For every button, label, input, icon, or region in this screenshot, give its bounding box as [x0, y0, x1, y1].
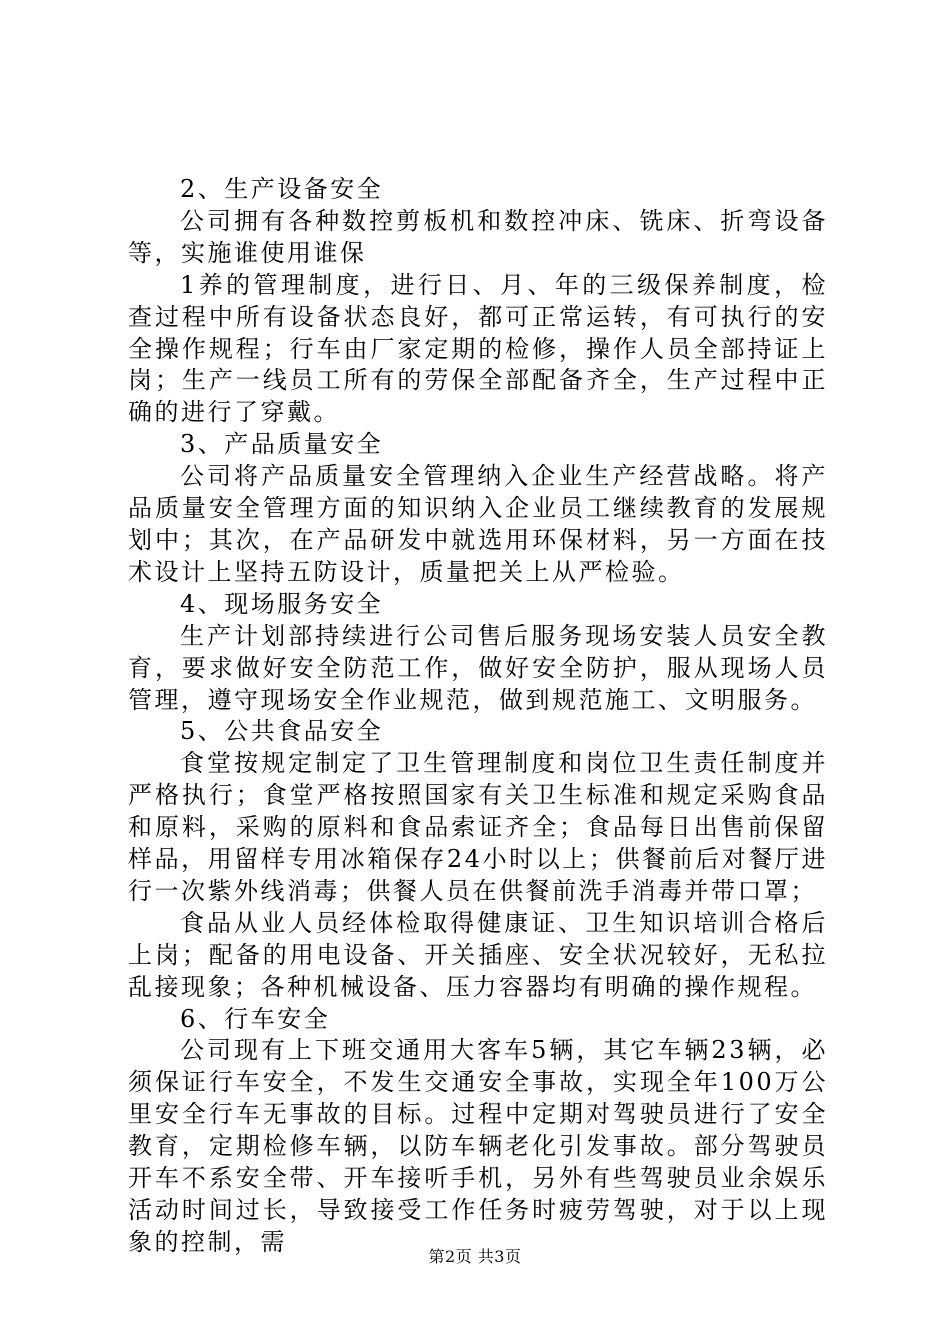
paragraph: 公司将产品质量安全管理纳入企业生产经营战略。将产品质量安全管理方面的知识纳入企业员工继续教育的发展规划中；其次，在产品研发中就选用环保材料，另一方面在技术设计上坚持五防设计，质量把关上从严检验。 [128, 462, 828, 586]
paragraph: 1养的管理制度，进行日、月、年的三级保养制度，检查过程中所有设备状态良好，都可正常运转，有可执行的安全操作规程；行车由厂家定期的检修，操作人员全部持证上岗；生产一线员工所有的劳保全部配备齐全，生产过程中正确的进行了穿戴。 [128, 270, 828, 427]
section-heading-product-quality-safety: 3、产品质量安全 [180, 430, 384, 459]
page-number-footer: 第2页 共3页 [428, 1247, 522, 1266]
paragraph: 食堂按规定制定了卫生管理制度和岗位卫生责任制度并严格执行；食堂严格按照国家有关卫生标准和规定采购食品和原料，采购的原料和食品索证齐全；食品每日出售前保留样品，用留样专用冰箱保存24小时以上；供餐前后对餐厅进行一次紫外线消毒；供餐人员在供餐前洗手消毒并带口罩； [128, 749, 828, 905]
section-heading-driving-safety: 6、行车安全 [180, 1004, 331, 1033]
paragraph: 食品从业人员经体检取得健康证、卫生知识培训合格后上岗；配备的用电设备、开关插座、安全状况较好，无私拉乱接现象；各种机械设备、压力容器均有明确的操作规程。 [128, 908, 828, 1001]
section-heading-onsite-service-safety: 4、现场服务安全 [180, 589, 384, 618]
document-body [128, 174, 828, 1259]
section-heading-equipment-safety: 2、生产设备安全 [180, 175, 384, 203]
paragraph: 公司拥有各种数控剪板机和数控冲床、铣床、折弯设备等，实施谁使用谁保 [128, 206, 828, 267]
section-heading-public-food-safety: 5、公共食品安全 [180, 717, 384, 746]
paragraph: 生产计划部持续进行公司售后服务现场安装人员安全教育，要求做好安全防范工作，做好安全防护，服从现场人员管理，遵守现场安全作业规范，做到规范施工、文明服务。 [128, 621, 828, 714]
paragraph: 公司现有上下班交通用大客车5辆，其它车辆23辆，必须保证行车安全，不发生交通安全事故，实现全年100万公里安全行车无事故的目标。过程中定期对驾驶员进行了安全教育，定期检修车辆，以防车辆老化引发事故。部分驾驶员开车不系安全带、开车接听手机，另外有些驾驶员业余娱乐活动时间过长，导致接受工作任务时疲劳驾驶，对于以上现象的控制，需 [128, 1036, 828, 1256]
